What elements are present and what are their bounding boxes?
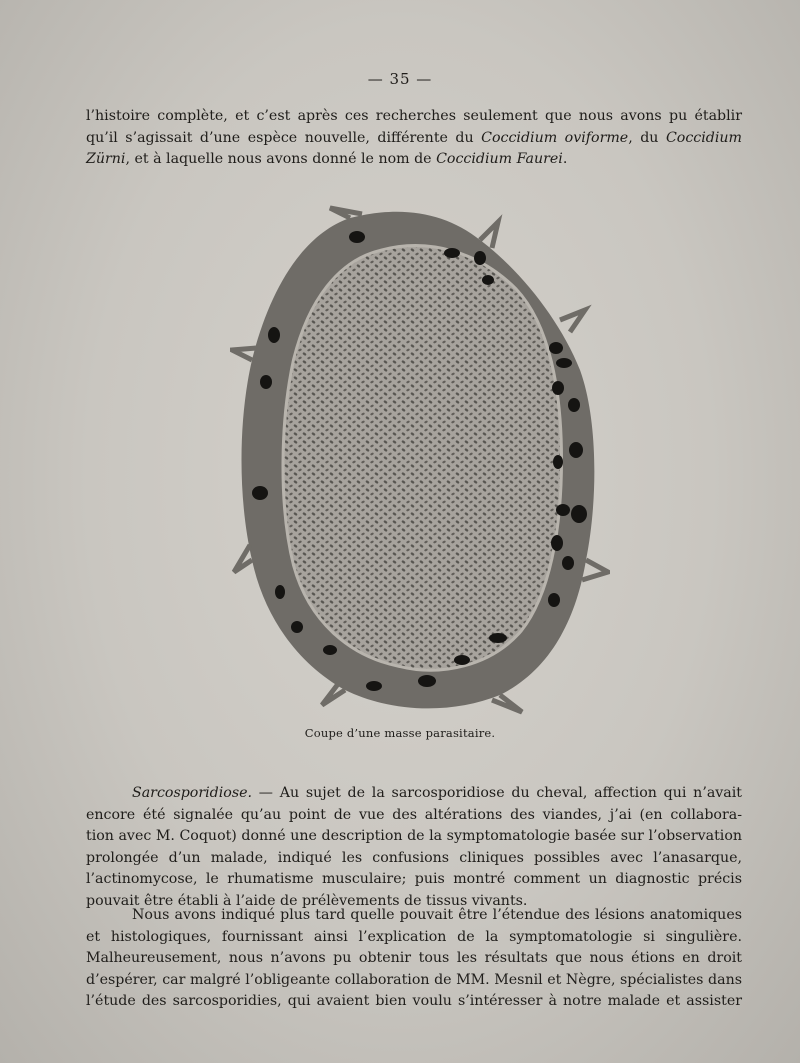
parasitic-mass-illustration [230, 200, 610, 720]
text-line: tion avec M. Coquot) donné une description de la symptomatologie basée sur l’observation [86, 828, 742, 844]
text-line: l’actinomycose, le rhumatisme musculaire; puis montré comment un diagnostic précis [86, 871, 742, 887]
species-name: Coccidium [665, 129, 742, 146]
text-line: d’espérer, car malgré l’obligeante collaboration de MM. Mesnil et Nègre, spécialistes dans [86, 971, 742, 988]
text-line: pouvait être établi à l’aide de prélèvements de tissus vivants. [86, 892, 528, 909]
text-line: Sarcosporidiose. — Au sujet de la sarcosporidiose du cheval, affection qui n’avait [132, 785, 742, 801]
species-name: Coccidium Faurei [436, 151, 563, 167]
figure-caption: Coupe d’une masse parasitaire. [304, 726, 496, 740]
section-title: Sarcosporidiose. [132, 785, 253, 801]
text-line: l’histoire complète, et c’est après ces recherches seulement que nous avons pu établir [86, 108, 742, 124]
paragraph-intro [86, 106, 742, 171]
text-line: qu’il s’agissait d’une espèce nouvelle, différente du Coccidium oviforme, du Coccidium [86, 129, 742, 146]
text-line: Nous avons indiqué plus tard quelle pouvait être l’étendue des lésions anatomiques [132, 907, 742, 923]
text-line: l’étude des sarcosporidies, qui avaient bien voulu s’intéresser à notre malade et assister [86, 993, 742, 1009]
paragraph-sarcosporidiose [86, 783, 742, 912]
paragraph-lesions [86, 905, 742, 1013]
text-line: prolongée d’un malade, indiqué les confusions cliniques possibles avec l’anasarque, [86, 849, 742, 866]
species-name: Coccidium oviforme [481, 129, 629, 146]
page-number: — 35 — [367, 70, 433, 88]
text-line: Zürni, et à laquelle nous avons donné le nom de Coccidium Faurei. [86, 151, 568, 167]
text-line: et histologiques, fournissant ainsi l’explication de la symptomatologie si singulière. [86, 928, 742, 945]
species-name: Zürni [86, 151, 126, 167]
text-line: encore été signalée qu’au point de vue des altérations des viandes, j’ai (en collabora- [86, 806, 742, 823]
text-line: Malheureusement, nous n’avons pu obtenir tous les résultats que nous étions en droit [86, 950, 742, 966]
